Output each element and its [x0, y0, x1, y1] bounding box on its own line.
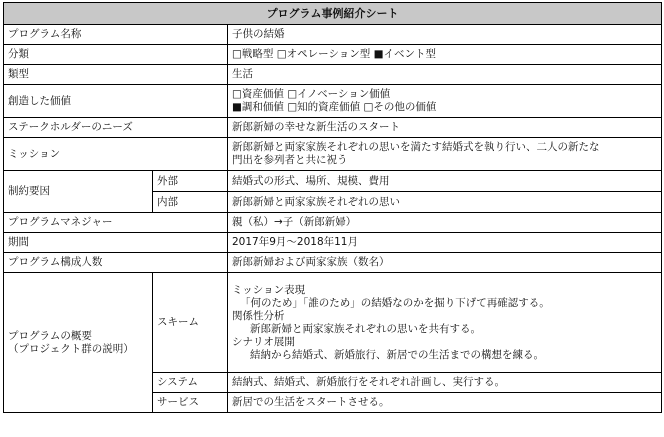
stakeholder-needs-label: ステークホルダーのニーズ — [4, 118, 228, 138]
members-value: 新郎新婦および両家家族（数名） — [228, 253, 662, 273]
classification-label: 分類 — [4, 45, 228, 65]
program-case-sheet — [3, 2, 662, 413]
scheme-line-4: 新郎新婦と両家家族それぞれの思いを共有する。 — [250, 322, 481, 335]
members-label: プログラム構成人数 — [4, 253, 228, 273]
overview-label-line2: （プロジェクト群の説明） — [8, 342, 134, 355]
created-value-line2: ■調和価値 □知的資産価値 □その他の価値 — [232, 101, 437, 113]
program-manager-value: 親（私）→子（新郎新婦） — [228, 213, 662, 233]
period-label: 期間 — [4, 233, 228, 253]
service-value: 新居での生活をスタートさせる。 — [228, 393, 662, 413]
stakeholder-needs-value: 新郎新婦の幸せな新生活のスタート — [228, 118, 662, 138]
internal-label: 内部 — [153, 192, 228, 213]
system-value: 結納式、結婚式、新婚旅行をそれぞれ計画し、実行する。 — [228, 373, 662, 393]
scheme-cell — [228, 273, 662, 373]
created-value-cell — [228, 85, 662, 118]
overview-label — [4, 273, 153, 413]
external-label: 外部 — [153, 171, 228, 192]
service-label: サービス — [153, 393, 228, 413]
scheme-label: スキーム — [153, 273, 228, 373]
scheme-line-6: 結納から結婚式、新婚旅行、新居での生活までの構想を練る。 — [250, 348, 544, 361]
mission-line2: 門出を参列者と共に祝う — [232, 154, 348, 166]
period-value: 2017年9月～2018年11月 — [228, 233, 662, 253]
created-value-label: 創造した価値 — [4, 85, 228, 118]
created-value-line1: □資産価値 □イノベーション価値 — [232, 88, 391, 100]
mission-line1: 新郎新婦と両家家族それぞれの思いを満たす結婚式を執り行い、二人の新たな — [232, 141, 600, 153]
program-manager-label: プログラムマネジャー — [4, 213, 228, 233]
scheme-line-5: シナリオ展開 — [232, 335, 295, 348]
mission-cell — [228, 138, 662, 171]
program-name-label: プログラム名称 — [4, 25, 228, 45]
internal-value: 新郎新婦と両家家族それぞれの思い — [228, 192, 662, 213]
scheme-line-2: 「何のため」「誰のため」の結婚なのかを掘り下げて再確認する。 — [240, 296, 550, 309]
scheme-line-1: ミッション表現 — [232, 283, 306, 296]
sheet-title: プログラム事例紹介シート — [4, 3, 662, 25]
scheme-line-3: 関係性分析 — [232, 309, 285, 322]
type-value: 生活 — [228, 65, 662, 85]
classification-value: □戦略型 □オペレーション型 ■イベント型 — [228, 45, 662, 65]
external-value: 結婚式の形式、場所、規模、費用 — [228, 171, 662, 192]
mission-label: ミッション — [4, 138, 228, 171]
system-label: システム — [153, 373, 228, 393]
overview-label-line1: プログラムの概要 — [8, 329, 92, 342]
program-name-value: 子供の結婚 — [228, 25, 662, 45]
constraints-label: 制約要因 — [4, 171, 153, 213]
type-label: 類型 — [4, 65, 228, 85]
